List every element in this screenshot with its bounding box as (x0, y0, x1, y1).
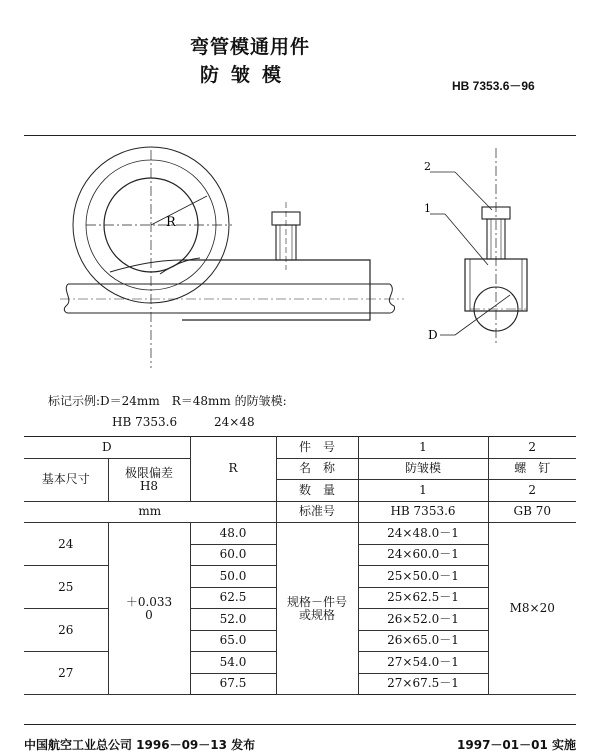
col2-qty: 2 (488, 480, 576, 502)
spec-value: 25×50.0－1 (358, 566, 488, 588)
r-value: 65.0 (190, 630, 276, 652)
marking-size: 24×48 (214, 415, 255, 429)
radius-line (151, 196, 207, 225)
callout-2: 2 (424, 160, 431, 173)
top-rule (24, 135, 576, 136)
limit-dev-label: 极限偏差 (124, 465, 173, 480)
spec-value: 24×48.0－1 (358, 523, 488, 545)
spec-label-cell (276, 523, 358, 695)
d-value: 25 (24, 566, 108, 609)
header-basic-size: 基本尺寸 (24, 458, 108, 501)
marking-code: HB 7353.6 (112, 415, 178, 429)
col1-qty: 1 (358, 480, 488, 502)
spec-table (24, 436, 576, 695)
r-value: 62.5 (190, 587, 276, 609)
header-name: 名 称 (276, 458, 358, 480)
table-row (24, 523, 576, 545)
label-r: R (166, 215, 176, 230)
header-part-no: 件 号 (276, 437, 358, 459)
technical-drawing (0, 140, 600, 380)
header-standard: 标准号 (276, 501, 358, 523)
spec-value: 26×65.0－1 (358, 630, 488, 652)
r-value: 48.0 (190, 523, 276, 545)
col1-name: 防皱模 (358, 458, 488, 480)
spec-value: 27×54.0－1 (358, 652, 488, 674)
issuer: 中国航空工业总公司 1996－09－13 发布 (24, 738, 256, 752)
r-value: 50.0 (190, 566, 276, 588)
callout-1: 1 (424, 202, 431, 215)
label-d: D (428, 328, 438, 342)
effective-date: 1997－01－01 实施 (457, 738, 576, 752)
col1-standard: HB 7353.6 (358, 501, 488, 523)
header-limit-dev (108, 458, 190, 501)
col2-part-no: 2 (488, 437, 576, 459)
r-value: 54.0 (190, 652, 276, 674)
screw-spec: M8×20 (488, 523, 576, 695)
spec-label-2: 或规格 (298, 607, 335, 622)
spec-value: 25×62.5－1 (358, 587, 488, 609)
title-line-1: 弯管模通用件 (190, 36, 311, 58)
header-d: D (24, 437, 190, 459)
r-value: 52.0 (190, 609, 276, 631)
title-line-2: 防皱模 (200, 64, 294, 86)
standard-number: HB 7353.6－96 (452, 79, 535, 93)
tolerance-lower: 0 (145, 607, 153, 622)
h8-label: H8 (139, 478, 159, 493)
d-value: 24 (24, 523, 108, 566)
bottom-rule (24, 724, 576, 725)
spec-value: 24×60.0－1 (358, 544, 488, 566)
d-value: 27 (24, 652, 108, 695)
header-r: R (190, 437, 276, 502)
spec-label-1: 规格－件号 (286, 594, 347, 609)
col2-standard: GB 70 (488, 501, 576, 523)
r-value: 67.5 (190, 673, 276, 695)
r-value: 60.0 (190, 544, 276, 566)
header-qty: 数 量 (276, 480, 358, 502)
spec-value: 26×52.0－1 (358, 609, 488, 631)
marking-example: 标记示例:D＝24mm R＝48mm 的防皱模: (48, 394, 287, 408)
spec-value: 27×67.5－1 (358, 673, 488, 695)
col2-name: 螺 钉 (488, 458, 576, 480)
tolerance-cell (108, 523, 190, 695)
col1-part-no: 1 (358, 437, 488, 459)
tolerance-upper: ＋0.033 (125, 594, 173, 609)
d-value: 26 (24, 609, 108, 652)
unit-mm: mm (24, 501, 276, 523)
